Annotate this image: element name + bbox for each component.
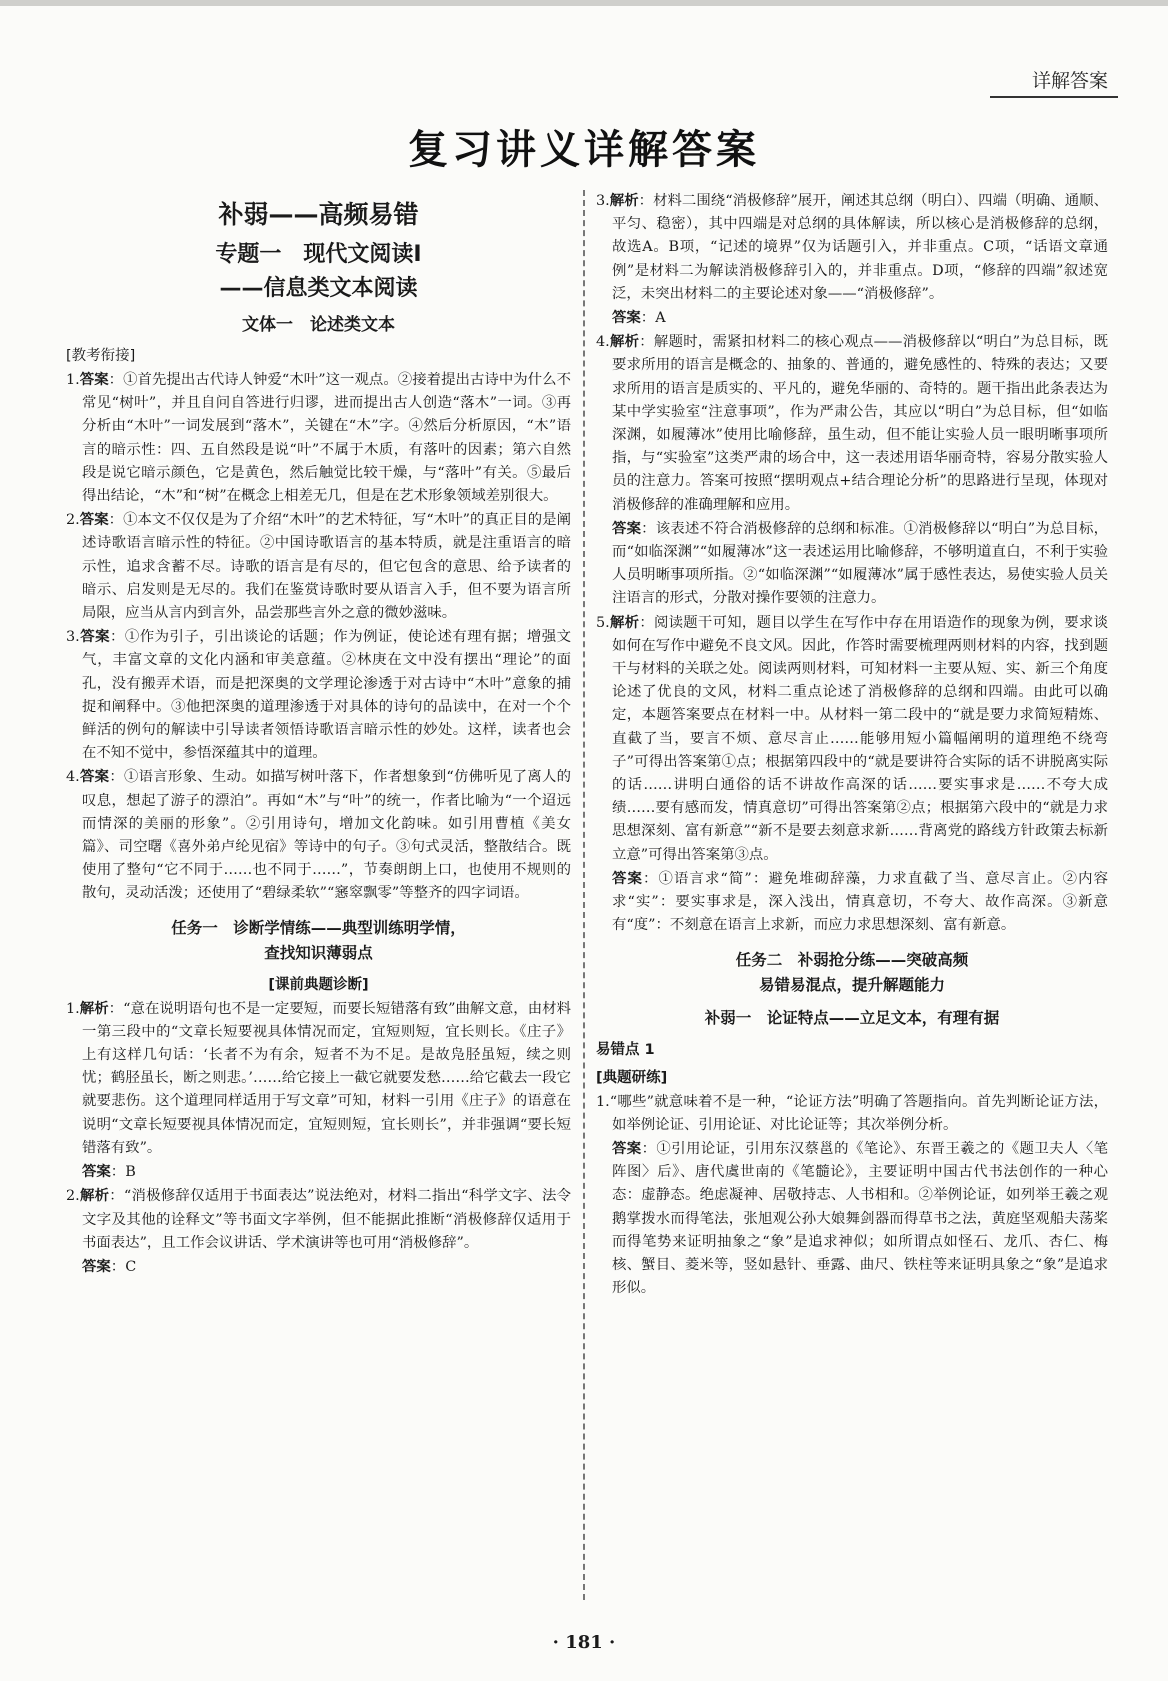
topic-subheading: ——信息类文本阅读 [219,276,418,301]
answer-line: 答案：C [82,1258,137,1275]
answer-line: 答案：①引用论证，引用东汉蔡邕的《笔论》、东晋王羲之的《题卫夫人〈笔阵图〉后》、唐代虞世南的《笔髓论》，主要证明中国古代书法创作的一种心态：虚静态。绝虑凝神、居敬持志、人书相和。②举例论证，如列举王羲之观鹅掌拨水而得笔法，张旭观公孙大娘舞剑器而得草书之法，黄庭坚观船夫荡桨而得笔势来证明抽象之“象”是追求神似；如所谓点如怪石、龙爪、杏仁、梅核、蟹目、菱米等，竖如悬针、垂露、曲尺、铁柱等来证明具象之“象”是追求形似。 [612,1140,1108,1297]
bu-one-heading: 补弱一 论证特点——立足文本，有理有据 [704,1008,1000,1027]
answer-item: 1.答案：①首先提出古代诗人钟爱“木叶”这一观点。②接着提出古诗中为什么不常见“树叶”，并且自问自答进行归谬，进而提出古人创造“落木”一词。③再分析由“木叶”一词发展到“落木”，关键在“木”字。④然后分析原因，“木”语言的暗示性：四、五自然段是说“叶”不属于木质，有落叶的因素；第六自然段是说它暗示颜色，它是黄色，然后触觉比较干燥，与“落叶”有关。⑤最后得出结论，“木”和“树”在概念上相差无几，但是在艺术形象领域差别很大。 [66,372,571,505]
page-number: · 181 · [552,1632,616,1653]
answer-line: 答案：A [612,310,666,327]
answer-item: 1.“哪些”就意味着不是一种，“论证方法”明确了答题指向。首先判断论证方法，如举例论证、引用论证、对比论证等；其次举例分析。 [596,1093,1108,1133]
answer-item: 2.解析：“消极修辞仅适用于书面表达”说法绝对，材料二指出“科学文字、法令文字及其他的诠释文”等书面文字举例，但不能据此推断“消极修辞仅适用于书面表达”，且工作会议讲话、学术演讲等也可用“消极修辞”。 [66,1188,571,1251]
section-heading: 补弱——高频易错 [218,200,419,229]
bracket-label-diagnosis: [课前典题诊断] [268,976,369,993]
bracket-label-practice: [典题研练] [596,1069,668,1086]
bracket-label-teaching: [教考衔接] [66,348,136,364]
task-one-heading: 任务一 诊断学情练——典型训练明学情， 查找知识薄弱点 [171,918,466,962]
task-two-heading: 任务二 补弱抢分练——突破高频 易错易混点，提升解题能力 [735,950,969,994]
page-title: 复习讲义详解答案 [408,126,760,173]
answer-item: 4.解析：解题时，需紧扣材料二的核心观点——消极修辞以“明白”为总目标，既要求所用的语言是概念的、抽象的、普通的，避免感性的、特殊的表达；又要求所用的语言是质实的、平凡的，避免华丽的、奇特的。题干指出此条表达为某中学实验室“注意事项”，作为严肃公告，其应以“明白”为总目标，但“如临深渊，如履薄冰”使用比喻修辞，虽生动，但不能让实验人员一眼明晰事项所指，与“实验室”这类严肃的场合中，这一表述用语华丽奇特，容易分散实验人员的注意力。答案可按照“摆明观点+结合理论分析”的思路进行呈现，体现对消极修辞的准确理解和应用。 [596,334,1108,513]
answer-line: 答案：B [82,1164,136,1181]
answer-item: 5.解析：阅读题干可知，题目以学生在写作中存在用语造作的现象为例，要求谈如何在写作中避免不良文风。因此，作答时需要梳理两则材料的内容，找到题干与材料的关联之处。阅读两则材料，可知材料一主要从短、实、新三个角度论述了优良的文风，材料二重点论述了消极修辞的总纲和四端。由此可以确定，本题答案要点在材料一中。从材料一第二段中的“就是要力求简短精炼、直截了当，要言不烦、意尽言止……能够用短小篇幅阐明的道理绝不绕弯子”可得出答案第①点；根据第四段中的“就是要讲符合实际的话不讲脱离实际的话……讲明白通俗的话不讲故作高深的话……要实事求是……不夸大成绩……要有感而发，情真意切”可得出答案第②点；根据第六段中的“就是力求思想深刻、富有新意”“新不是要去刻意求新……背离党的路线方针政策去标新立意”可得出答案第③点。 [596,614,1108,863]
top-edge [0,0,1168,6]
answer-item: 2.答案：①本文不仅仅是为了介绍“木叶”的艺术特征，写“木叶”的真正目的是阐述诗歌语言暗示性的特征。②中国诗歌语言的基本特质，就是注重语言的暗示性，追求含蓄不尽。诗歌的语言是有尽的，但它包含的意思、给予读者的暗示、启发则是无尽的。我们在鉴赏诗歌时要从语言入手，但不要为语言所局限，应当从言内到言外，品尝那些言外之意的微妙滋味。 [66,512,571,622]
answer-item: 1.解析：“意在说明语句也不是一定要短，而要长短错落有致”曲解文意，由材料一第三段中的“文章长短要视具体情况而定，宜短则短，宜长则长。《庄子》上有这样几句话：‘长者不为有余，短者不为不足。是故凫胫虽短，续之则忧；鹤胫虽长，断之则悲。’……给它接上一截它就要发愁……给它截去一段它就要悲伤。这个道理同样适用于写文章”可知，材料一引用《庄子》的语意在说明“文章长短要视具体情况而定，宜短则短，宜长则长”，并非强调“要长短错落有致”。 [66,1000,571,1156]
error-point-label: 易错点 1 [596,1041,655,1058]
topic-heading: 专题一 现代文阅读Ⅰ [215,242,422,267]
left-column [66,190,571,1280]
answer-item: 3.答案：①作为引子，引出谈论的话题；作为例证，使论述有理有据；增强文气，丰富文章的文化内涵和审美意蕴。②林庚在文中没有摆出“理论”的面孔，没有搬弄术语，而是把深奥的文学理论渗透于对古诗中“木叶”意象的捕捉和阐释中。③他把深奥的道理渗透于对具体的诗句的品读中，在对一个个鲜活的例句的解读中引导读者领悟诗歌语言暗示性的妙处。这样，读者也会在不知不觉中，参悟深蕴其中的道理。 [66,629,571,762]
answer-line: 答案：该表述不符合消极修辞的总纲和标准。①消极修辞以“明白”为总目标，而“如临深渊”“如履薄冰”这一表述运用比喻修辞，不够明道直白，不利于实验人员明晰事项所指。②“如临深渊”“如履薄冰”属于感性表达，易使实验人员关注语言的形式，分散对操作要领的注意力。 [612,520,1108,607]
answer-item: 3.解析：材料二围绕“消极修辞”展开，阐述其总纲（明白）、四端（明确、通顺、平匀、稳密），其中四端是对总纲的具体解读，所以核心是消极修辞的总纲，故选A。B项，“记述的境界”仅为话题引入，并非重点。C项，“话语文章通例”是材料二为解读消极修辞引入的，并非重点。D项，“修辞的四端”叙述宽泛，未突出材料二的主要论述对象——“消极修辞”。 [596,193,1108,302]
right-column [596,190,1108,1301]
answer-line: 答案：①语言求“简”：避免堆砌辞藻，力求直截了当、意尽言止。②内容求“实”：要实事求是，深入浅出，情真意切，不夸大、故作高深。③新意有“度”：不刻意在语言上求新，而应力求思想深刻、富有新意。 [612,870,1108,934]
genre-heading: 文体一 论述类文本 [242,315,395,335]
column-divider [583,190,585,1600]
answer-item: 4.答案：①语言形象、生动。如描写树叶落下，作者想象到“仿佛听见了离人的叹息，想起了游子的漂泊”。再如“木”与“叶”的统一，作者比喻为“一个迢远而情深的美丽的形象”。②引用诗句，增加文化韵味。如引用曹植《美女篇》、司空曙《喜外弟卢纶见宿》等诗中的句子。③句式灵活，整散结合。既使用了整句“它不同于……也不同于……”，节奏朗朗上口，也使用不规则的散句，灵动活泼；还使用了“碧绿柔软”“窸窣飘零”等整齐的四字词语。 [66,769,571,902]
header-tag: 详解答案 [1031,70,1108,92]
header-rule [990,96,1118,98]
